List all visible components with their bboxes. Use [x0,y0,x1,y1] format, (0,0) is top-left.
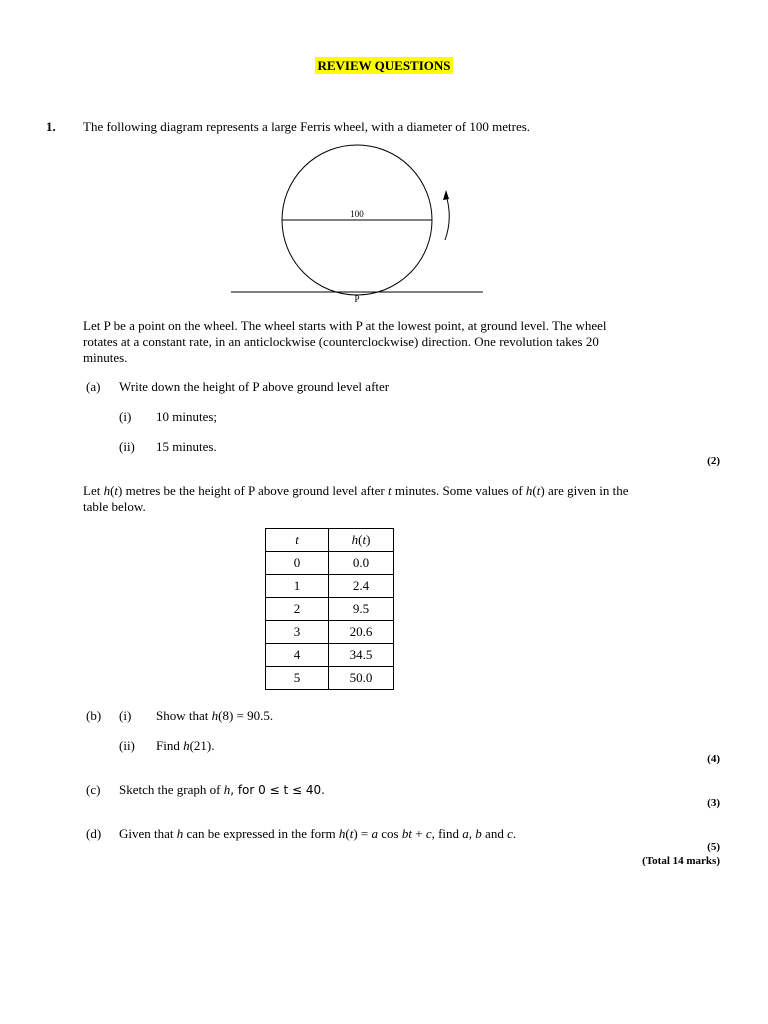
part-a-label: (a) [86,379,101,394]
part-d-text: Given that h can be expressed in the form h(t) = a cos bt + c, find a, b and c. [119,826,517,841]
rotation-arrow-icon [445,195,449,240]
part-d-marks: (5) [707,841,720,853]
part-c-marks: (3) [707,797,720,809]
point-p-label: P [354,294,360,304]
part-a-i-text: 10 minutes; [156,409,218,424]
part-a-ii-text: 15 minutes. [156,439,217,454]
description-line-3: minutes. [83,350,128,365]
table-row: 0 0.0 [266,552,394,575]
table-row: 3 20.6 [266,621,394,644]
part-a-text: Write down the height of P above ground level after [119,379,390,394]
table-header-ht: h(t) [329,529,394,552]
part-d-label: (d) [86,826,102,841]
question-number: 1. [46,119,56,134]
part-b-ii-text: Find h(21). [156,738,215,753]
part-b-marks: (4) [707,753,720,765]
part-b-ii-label: (ii) [119,738,135,753]
table-intro-line-2: table below. [83,499,146,514]
question-intro: The following diagram represents a large Ferris wheel, with a diameter of 100 metres. [83,119,531,134]
values-table [265,528,394,690]
page-title: REVIEW QUESTIONS [317,58,451,73]
diameter-label: 100 [350,209,364,219]
part-c-label: (c) [86,782,101,797]
part-d-formula: h(t) = a cos bt + c [338,826,432,841]
description-line-1: Let P be a point on the wheel. The wheel starts with P at the lowest point, at ground level. The wheel [83,318,607,333]
table-row: 5 50.0 [266,667,394,690]
part-b-i-label: (i) [119,708,132,723]
part-b-label: (b) [86,708,102,723]
part-c-text: Sketch the graph of h, for 0 ≤ t ≤ 40. [119,782,325,797]
table-row: 4 34.5 [266,644,394,667]
table-intro-line-1: Let h(t) metres be the height of P above ground level after t minutes. Some values of h(t) are given in the [83,483,629,498]
part-b-i-text: Show that h(8) = 90.5. [156,708,274,723]
table-header-t: t [266,529,329,552]
ferris-wheel-diagram [225,140,490,310]
total-marks: (Total 14 marks) [642,855,720,867]
table-header-row [266,529,394,552]
part-a-marks: (2) [707,455,720,467]
part-a-ii-label: (ii) [119,439,135,454]
arrow-head [443,190,449,200]
part-a-i-label: (i) [119,409,132,424]
table-row: 1 2.4 [266,575,394,598]
description-line-2: rotates at a constant rate, in an anticlockwise (counterclockwise) direction. One revolution takes 20 [83,334,599,349]
table-row: 2 9.5 [266,598,394,621]
